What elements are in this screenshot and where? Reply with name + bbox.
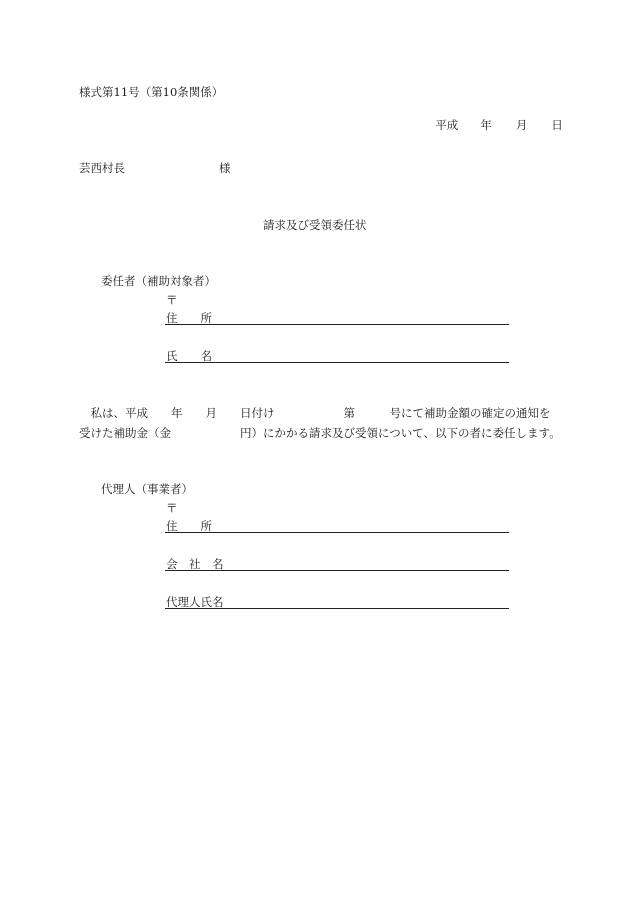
principal-postal-mark: 〒: [166, 293, 178, 307]
principal-name-line[interactable]: [165, 362, 509, 363]
agent-name-line[interactable]: [165, 608, 509, 609]
agent-company-line[interactable]: [165, 570, 509, 571]
body-line-2: 受けた補助金（金 円）にかかる請求及び受領について、以下の者に委任します。: [79, 426, 561, 440]
addressee-honorific: 様: [219, 161, 231, 175]
addressee-name: 芸西村長: [79, 161, 125, 175]
principal-address-line[interactable]: [165, 324, 509, 325]
date-day: 日: [551, 118, 563, 132]
agent-heading: 代理人（事業者）: [101, 482, 193, 496]
date-line: [428, 104, 563, 132]
agent-address-label: 住 所: [166, 519, 212, 533]
form-number: 様式第11号（第10条関係）: [79, 85, 224, 99]
body-line-1: 私は、平成 年 月 日付け 第 号にて補助金額の確定の通知を: [79, 406, 551, 420]
agent-company-label: 会 社 名: [166, 557, 224, 571]
agent-address-line[interactable]: [165, 532, 509, 533]
agent-postal-mark: 〒: [166, 501, 178, 515]
document-title: 請求及び受領委任状: [263, 218, 367, 232]
principal-name-label: 氏 名: [166, 349, 212, 363]
date-month: 月: [515, 118, 528, 132]
principal-heading: 委任者（補助対象者）: [101, 274, 216, 288]
agent-name-label: 代理人氏名: [166, 595, 224, 609]
date-year: 年: [480, 118, 492, 132]
principal-address-label: 住 所: [166, 311, 212, 325]
date-era: 平成: [435, 118, 459, 132]
